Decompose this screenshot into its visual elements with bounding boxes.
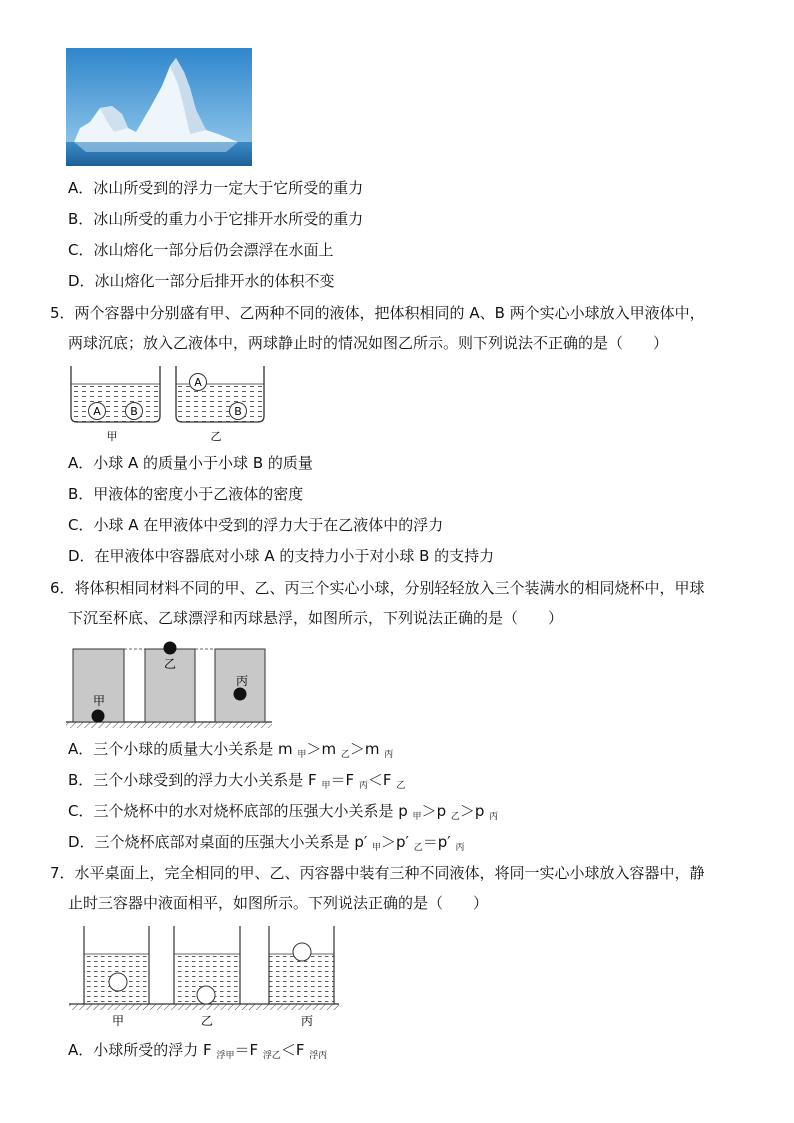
q4-option-a: A．冰山所受到的浮力一定大于它所受的重力: [68, 179, 364, 197]
q7-label-jia: 甲: [111, 1014, 125, 1028]
q5-option-d: D．在甲液体中容器底对小球 A 的支持力小于对小球 B 的支持力: [68, 547, 495, 565]
q5-option-a: A．小球 A 的质量小于小球 B 的质量: [68, 454, 313, 472]
q5-option-c: C．小球 A 在甲液体中受到的浮力大于在乙液体中的浮力: [68, 516, 444, 534]
q6-option-d: D．三个烧杯底部对桌面的压强大小关系是 p′ $_甲$＞p′ $_乙$＝p′ $_丙$: [68, 833, 465, 853]
q6-stem-line1: 6．将体积相同材料不同的甲、乙、丙三个实心小球，分别轻轻放入三个装满水的相同烧杯中，甲球: [50, 579, 705, 597]
q5-ball-a-right: A: [194, 376, 202, 389]
q6-option-b: B．三个小球受到的浮力大小关系是 F $_甲$＝F $_丙$＜F $_乙$: [68, 771, 406, 791]
iceberg-photo: [66, 48, 252, 166]
q5-containers-figure: [66, 364, 272, 448]
q5-label-jia: 甲: [106, 430, 118, 443]
q7-containers-figure: [66, 924, 342, 1032]
q5-ball-b-left: B: [130, 405, 138, 418]
q5-stem-line1: 5．两个容器中分别盛有甲、乙两种不同的液体，把体积相同的 A、B 两个实心小球放入甲液体中，: [50, 304, 705, 322]
q6-stem-line2: 下沉至杯底、乙球漂浮和丙球悬浮，如图所示，下列说法正确的是（ ）: [68, 609, 564, 627]
q5-ball-a-left: A: [93, 405, 101, 418]
q5-label-yi: 乙: [210, 430, 222, 443]
q4-option-b: B．冰山所受的重力小于它排开水所受的重力: [68, 210, 364, 228]
q7-option-a: A．小球所受的浮力 F $_{浮甲}$＝F $_{浮乙}$＜F $_{浮丙}$: [68, 1041, 328, 1061]
q5-option-b: B．甲液体的密度小于乙液体的密度: [68, 485, 304, 503]
q6-beakers-figure: [66, 640, 272, 730]
q7-label-bing: 丙: [300, 1014, 314, 1028]
q4-option-d: D．冰山熔化一部分后排开水的体积不变: [68, 272, 335, 290]
q6-label-jia: 甲: [92, 694, 106, 708]
q7-stem-line1: 7．水平桌面上，完全相同的甲、乙、丙容器中装有三种不同液体，将同一实心小球放入容器中，静: [50, 864, 705, 882]
q6-option-c: C．三个烧杯中的水对烧杯底部的压强大小关系是 p $_甲$＞p $_乙$＞p $_丙$: [68, 802, 499, 822]
q7-label-yi: 乙: [200, 1014, 214, 1028]
q6-label-bing: 丙: [235, 674, 249, 688]
q5-stem-line2: 两球沉底；放入乙液体中，两球静止时的情况如图乙所示。则下列说法不正确的是（ ）: [68, 334, 669, 352]
q7-stem-line2: 止时三容器中液面相平，如图所示。下列说法正确的是（ ）: [68, 894, 489, 912]
q5-ball-b-right: B: [234, 405, 242, 418]
q6-option-a: A．三个小球的质量大小关系是 m $_甲$＞m $_乙$＞m $_丙$: [68, 740, 394, 760]
q4-option-c: C．冰山熔化一部分后仍会漂浮在水面上: [68, 241, 334, 259]
q6-label-yi: 乙: [163, 657, 177, 671]
